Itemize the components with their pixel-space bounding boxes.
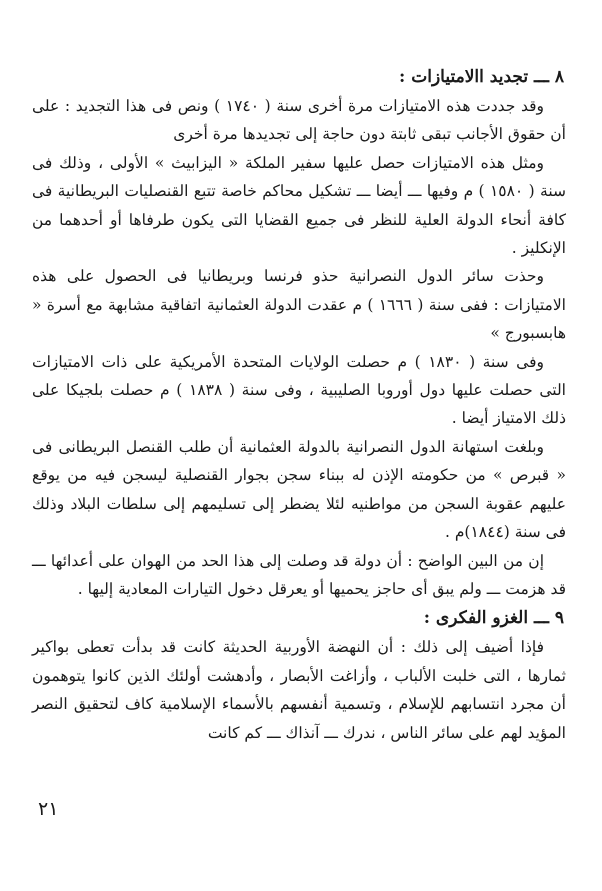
paragraph-elizabeth-ambassador: ومثل هذه الامتيازات حصل عليها سفير الملكة « اليزابيث » الأولى ، وذلك فى سنة ( ١٥٨٠ ) م وفيها ـــ أيضا ـــ تشكيل محاكم خاصة تتبع القنصليات البريطانية فى كافة أنحاء الدولة العلية للنظر فى جميع القضايا التى يكون طرفاها أو أحدهما من الإنكليز . [32,153,566,258]
document-page [32,62,566,851]
paragraph-conclusion: إن من البين الواضح : أن دولة قد وصلت إلى هذا الحد من الهوان على أعدائها ـــ قد هزمت ـــ ولم يبق أى حاجز يحميها أو يعرقل دخول التيارات المعادية إليها . [32,551,566,598]
paragraph-european-renaissance: فإذا أضيف إلى ذلك : أن النهضة الأوربية الحديثة كانت قد بدأت تعطى بواكير ثمارها ، التى خلبت الألباب ، وأزاغت الأبصار ، وأدهشت أولئك الذين كانوا يتوهمون أن مجرد انتسابهم للإسلام ، وتسمية أنفسهم بالأسماء الإسلامية كاف لتحقيق النصر المؤيد لهم على سائر الناس ، ندرك ـــ آنذاك ـــ كم كانت [32,638,566,742]
paragraph-other-christian-states: وحذت سائر الدول النصرانية حذو فرنسا وبريطانيا فى الحصول على هذه الامتيازات : ففى سنة ( ١٦٦٦ ) م عقدت الدولة العثمانية اتفاقية مشابهة مع أسرة « هابسبورج » [32,267,566,343]
paragraph-renewal-1740: وقد جددت هذه الامتيازات مرة أخرى سنة ( ١٧٤٠ ) ونص فى هذا التجديد : على أن حقوق الأجانب تبقى ثابتة دون حاجة إلى تجديدها مرة أخرى [32,97,566,144]
section-heading-intellectual-invasion: ٩ ـــ الغزو الفكرى : [423,608,564,629]
paragraph-united-states: وفى سنة ( ١٨٣٠ ) م حصلت الولايات المتحدة الأمريكية على ذات الامتيازات التى حصلت عليها دول أوروبا الصليبية ، وفى سنة ( ١٨٣٨ ) م حصلت بلجيكا على ذلك الامتياز أيضا . [32,352,566,428]
page-number: ٢١ [38,798,59,820]
section-heading-renewal: ٨ ـــ تجديد االامتيازات : [399,67,564,87]
paragraph-cyprus-consul: وبلغت استهانة الدول النصرانية بالدولة العثمانية أن طلب القنصل البريطانى فى « قبرص » من حكومته الإذن له ببناء سجن بجوار القنصلية ليسجن فيه من يوقع عليهم عقوبة السجن من مواطنيه لئلا يضطر إلى تسليمهم إلى سلطات البلاد وذلك فى سنة (١٨٤٤)م . [32,437,566,542]
